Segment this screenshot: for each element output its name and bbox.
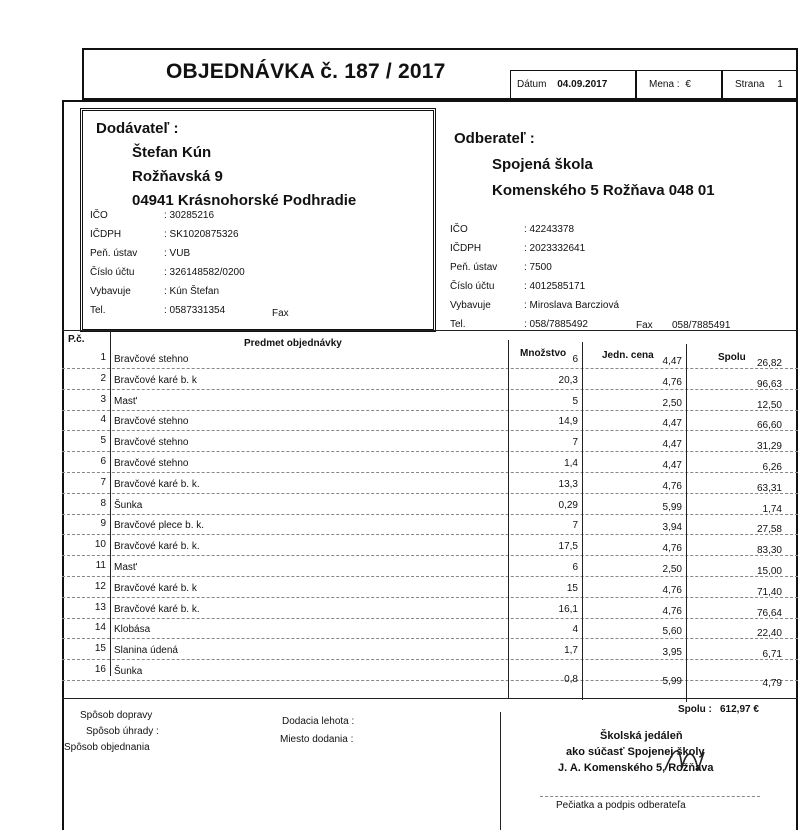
row-unit-price: 3,95 [662,647,682,658]
signature-label: Pečiatka a podpis odberateľa [556,800,686,811]
row-total: 6,26 [762,462,782,473]
row-divider [62,576,798,577]
customer-field-value: : 4012585171 [524,281,586,292]
col-sep-item [508,340,509,698]
row-total: 63,31 [756,483,782,494]
row-total: 1,74 [762,504,782,515]
row-qty: 17,5 [558,541,578,552]
row-qty: 0,8 [564,674,578,685]
supplier-field-label: Peň. ústav [90,248,138,259]
customer-field-label: IČDPH [450,243,482,254]
row-total: 76,64 [756,608,782,619]
customer-name: Spojená škola [492,156,593,173]
row-divider [62,410,798,411]
col-header-qty: Množstvo [520,348,567,359]
row-divider [62,534,798,535]
row-number: 3 [100,394,106,405]
row-unit-price: 3,94 [662,522,682,533]
row-qty: 5 [572,396,578,407]
row-total: 6,71 [762,649,782,660]
row-number: 6 [100,456,106,467]
row-item: Bravčové stehno [114,354,189,365]
row-unit-price: 5,99 [662,676,682,687]
date-cell [510,70,636,102]
row-divider [62,368,798,369]
row-item: Klobása [114,624,151,635]
date-label: Dátum [517,79,547,90]
currency-value: € [685,79,691,90]
row-total: 4,79 [762,678,782,689]
supplier-name: Štefan Kún [132,144,212,161]
customer-field-label: Číslo účtu [450,281,495,292]
stamp-line-2: ako súčasť Spojenej školy [566,746,705,758]
row-divider [62,451,798,452]
row-item: Mast' [114,562,138,573]
row-qty: 4 [572,624,578,635]
supplier-field-value: : SK1020875326 [164,229,239,240]
row-unit-price: 5,99 [662,502,682,513]
row-item: Bravčové karé b. k [114,583,197,594]
row-number: 2 [100,373,106,384]
row-unit-price: 4,47 [662,418,682,429]
row-qty: 15 [566,583,578,594]
row-divider [62,472,798,473]
row-qty: 0,29 [558,500,578,511]
supplier-field-value: : 0587331354 [164,305,226,316]
delivery-place-label: Miesto dodania : [280,734,354,745]
row-divider [62,389,798,390]
customer-field-value: : 42243378 [524,224,575,235]
row-unit-price: 2,50 [662,564,682,575]
row-unit-price: 4,47 [662,356,682,367]
supplier-field-value: : VUB [164,248,191,259]
row-unit-price: 4,47 [662,439,682,450]
supplier-city: 04941 Krásnohorské Podhradie [132,192,357,209]
customer-fax-value: 058/7885491 [672,320,731,331]
row-qty: 6 [572,562,578,573]
stamp-separator [500,712,501,830]
supplier-field-label: Číslo účtu [90,267,135,278]
row-item: Šunka [114,666,143,677]
row-qty: 16,1 [558,604,578,615]
row-unit-price: 4,76 [662,585,682,596]
supplier-field-label: IČO [90,210,108,221]
row-qty: 20,3 [558,375,578,386]
customer-field-label: IČO [450,224,468,235]
row-qty: 6 [572,354,578,365]
page-cell [722,70,798,102]
row-number: 1 [100,352,106,363]
row-qty: 7 [572,437,578,448]
row-divider [62,430,798,431]
row-unit-price: 4,76 [662,543,682,554]
col-header-total: Spolu [718,352,746,363]
row-number: 7 [100,477,106,488]
col-header-pc: P.č. [68,334,85,345]
row-number: 9 [100,518,106,529]
customer-heading: Odberateľ : [454,130,535,147]
row-total: 66,60 [756,420,782,431]
row-number: 14 [94,622,106,633]
row-qty: 1,4 [564,458,578,469]
row-number: 4 [100,414,106,425]
row-unit-price: 4,47 [662,460,682,471]
row-number: 15 [94,643,106,654]
date-value: 04.09.2017 [557,79,608,90]
signature-line [540,796,760,797]
row-total: 96,63 [756,379,782,390]
row-total: 15,00 [756,566,782,577]
signature-scribble [660,740,720,780]
row-item: Bravčové karé b. k. [114,541,200,552]
table-bottom-border [62,698,798,699]
row-item: Bravčové stehno [114,416,189,427]
customer-field-value: : Miroslava Barcziová [524,300,620,311]
supplier-heading: Dodávateľ : [96,120,179,137]
customer-address: Komenského 5 Rožňava 048 01 [492,182,715,199]
supplier-field-label: IČDPH [90,229,122,240]
customer-field-value: : 2023332641 [524,243,586,254]
row-total: 12,50 [756,400,782,411]
row-unit-price: 4,76 [662,481,682,492]
supplier-field-value: : 30285216 [164,210,215,221]
page-label: Strana [735,79,765,90]
row-item: Bravčové karé b. k [114,375,197,386]
transport-method-label: Spôsob dopravy [80,710,153,721]
row-total: 27,58 [756,524,782,535]
col-header-item: Predmet objednávky [244,338,342,349]
customer-field-value: : 058/7885492 [524,319,588,330]
stamp-line-1: Školská jedáleň [600,730,683,742]
row-unit-price: 4,76 [662,377,682,388]
row-divider [62,618,798,619]
row-item: Bravčové plece b. k. [114,520,205,531]
row-qty: 7 [572,520,578,531]
row-item: Mast' [114,396,138,407]
currency-cell [636,70,722,102]
supplier-field-value: : 326148582/0200 [164,267,245,278]
row-item: Bravčové karé b. k. [114,604,200,615]
row-unit-price: 4,76 [662,606,682,617]
col-sep-price [686,344,687,702]
order-title: OBJEDNÁVKA č. 187 / 2017 [166,60,446,83]
supplier-field-label: Tel. [90,305,106,316]
row-number: 16 [94,664,106,675]
row-unit-price: 5,60 [662,626,682,637]
row-number: 5 [100,435,106,446]
supplier-box [80,108,436,332]
table-top-border [62,330,798,331]
row-number: 10 [94,539,106,550]
row-divider [62,680,798,681]
row-number: 8 [100,498,106,509]
supplier-field-value: : Kún Štefan [164,286,220,297]
row-total: 71,40 [756,587,782,598]
row-qty: 13,3 [558,479,578,490]
row-total: 22,40 [756,628,782,639]
customer-field-label: Peň. ústav [450,262,498,273]
customer-fax-label: Fax [636,320,653,331]
row-qty: 14,9 [558,416,578,427]
page-value: 1 [777,79,783,90]
supplier-field-label: Vybavuje [90,286,131,297]
row-divider [62,555,798,556]
payment-method-label: Spôsob úhrady : [86,726,159,737]
stamp-line-3: J. A. Komenského 5, Rožňava [558,762,714,774]
row-item: Bravčové karé b. k. [114,479,200,490]
row-unit-price: 2,50 [662,398,682,409]
customer-field-value: : 7500 [524,262,552,273]
row-total: 83,30 [756,545,782,556]
row-item: Slanina údená [114,645,178,656]
row-total: 26,82 [756,358,782,369]
customer-field-label: Vybavuje [450,300,491,311]
order-method-label: Spôsob objednania [64,742,150,753]
supplier-fax-label: Fax [272,308,289,319]
row-item: Bravčové stehno [114,437,189,448]
row-divider [62,659,798,660]
row-number: 11 [95,560,106,571]
sum-label: Spolu : [678,704,712,715]
row-divider [62,638,798,639]
sum-value: 612,97 € [720,704,759,715]
row-number: 12 [94,581,106,592]
row-total: 31,29 [756,441,782,452]
currency-label: Mena : [649,79,680,90]
row-divider [62,493,798,494]
col-header-unit-price: Jedn. cena [602,350,654,361]
row-divider [62,514,798,515]
row-divider [62,597,798,598]
row-item: Šunka [114,500,143,511]
col-sep-qty [582,342,583,700]
col-sep-pc [110,330,111,676]
supplier-street: Rožňavská 9 [132,168,223,185]
row-item: Bravčové stehno [114,458,189,469]
customer-field-label: Tel. [450,319,466,330]
delivery-time-label: Dodacia lehota : [282,716,355,727]
row-number: 13 [94,602,106,613]
row-qty: 1,7 [564,645,578,656]
